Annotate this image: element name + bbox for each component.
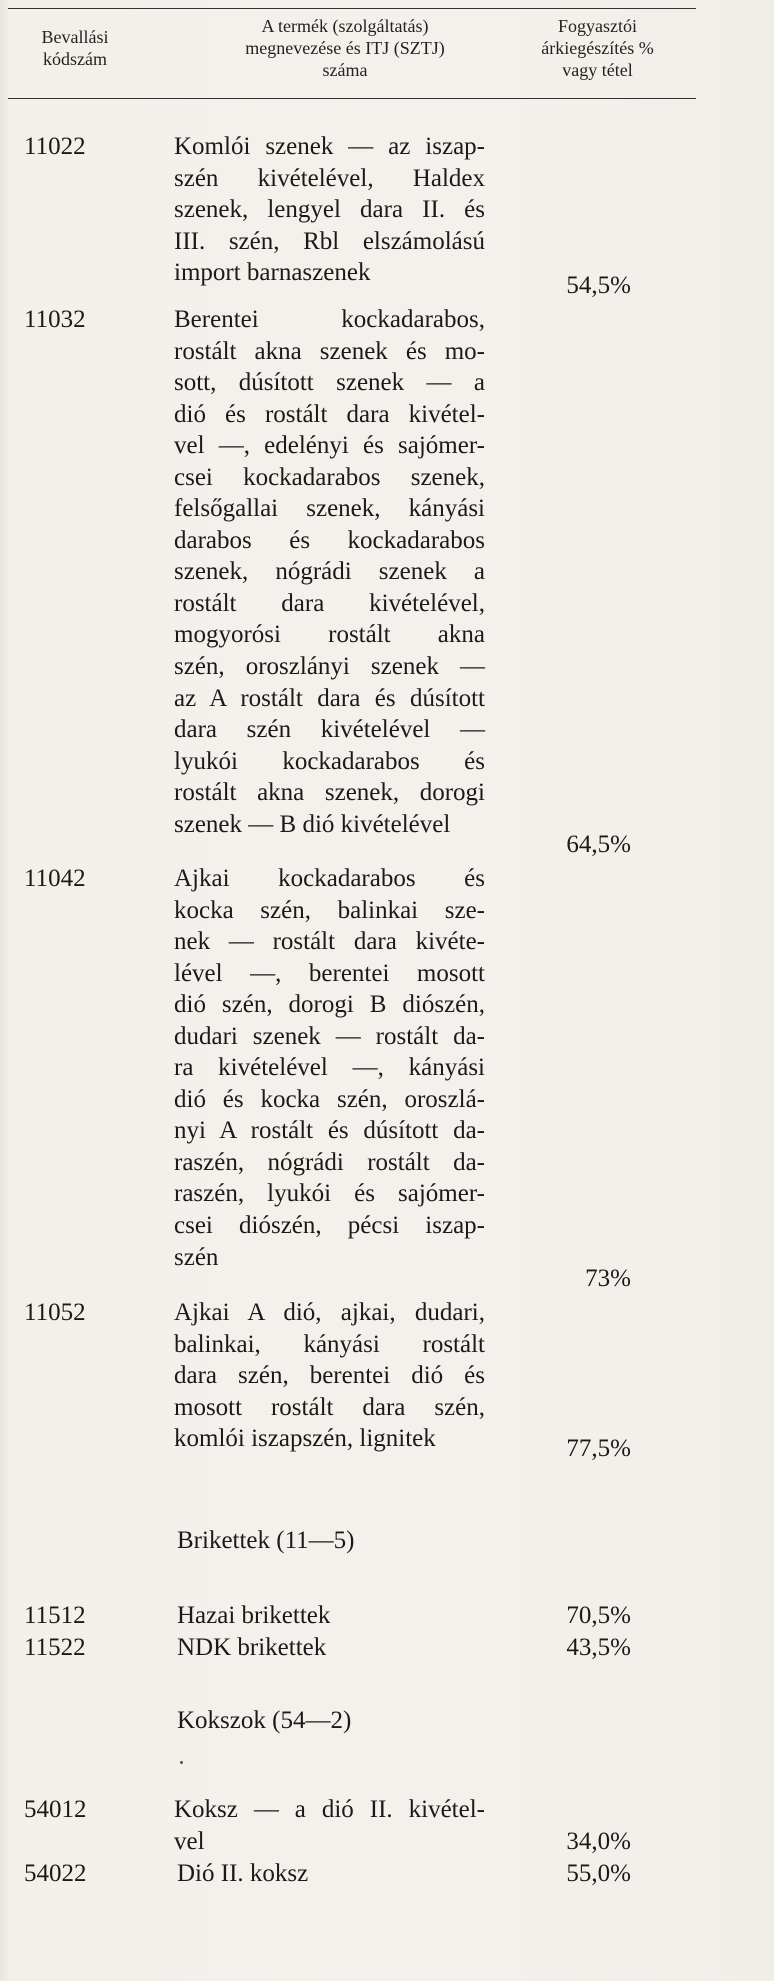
description-line: vel: [174, 1827, 205, 1855]
description-line: szén kivételével, Haldex: [174, 164, 485, 192]
description-line: mosott rostált dara szén,: [174, 1393, 485, 1421]
description-line: szén, oroszlányi szenek —: [174, 653, 485, 681]
row-description: [174, 863, 485, 1273]
header-name-line-2: megnevezése és ITJ (SZTJ): [245, 38, 445, 58]
row-description: [174, 1794, 485, 1857]
row-code: 11042: [24, 865, 86, 892]
description-line: lyukói kockadarabos és: [174, 747, 485, 775]
row-percentage: 55,0%: [566, 1860, 631, 1887]
description-line: szenek — B dió kivételével: [174, 810, 451, 838]
description-line: dudari szenek — rostált da-: [174, 1022, 485, 1050]
description-line: felsőgallai szenek, kányási: [174, 495, 485, 523]
description-line: szén: [174, 1243, 219, 1271]
description-line: rostált dara kivételével,: [174, 589, 485, 617]
description-line: csei diószén, pécsi iszap-: [174, 1212, 485, 1240]
description-line: III. szén, Rbl elszámolású: [174, 227, 485, 255]
header-rule: [8, 98, 696, 99]
header-pct-line-3: vagy tétel: [562, 60, 633, 80]
header-code-line-2: kódszám: [43, 49, 107, 69]
description-line: dió és rostált dara kivétel-: [174, 400, 485, 428]
description-line: rostált akna szenek, dorogi: [174, 779, 485, 807]
header-code-column: [10, 26, 140, 70]
print-speck: [180, 1761, 183, 1764]
row-code: 54012: [24, 1796, 87, 1823]
row-code: 11022: [24, 133, 86, 160]
top-rule: [8, 8, 696, 9]
row-description: Hazai brikettek: [177, 1602, 331, 1629]
description-line: csei kockadarabos szenek,: [174, 463, 485, 491]
header-name-line-3: száma: [322, 60, 368, 80]
description-line: ra kivételével —, kányási: [174, 1054, 485, 1082]
row-percentage: 64,5%: [566, 831, 631, 858]
row-percentage: 54,5%: [566, 272, 631, 299]
description-line: nek — rostált dara kivéte-: [174, 928, 485, 956]
description-line: import barnaszenek: [174, 259, 371, 287]
row-percentage: 70,5%: [566, 1602, 631, 1629]
row-percentage: 73%: [585, 1265, 631, 1292]
description-line: nyi A rostált és dúsított da-: [174, 1117, 485, 1145]
row-description: Dió II. koksz: [177, 1860, 309, 1887]
description-line: sott, dúsított szenek — a: [174, 369, 485, 397]
row-percentage: 43,5%: [566, 1634, 631, 1661]
description-line: dió szén, dorogi B diószén,: [174, 991, 485, 1019]
description-line: Komlói szenek — az iszap-: [174, 133, 485, 160]
row-code: 11052: [24, 1299, 86, 1326]
header-pct-column: [500, 15, 695, 81]
description-line: raszén, lyukói és sajómer-: [174, 1180, 485, 1208]
description-line: dara szén kivételével —: [174, 716, 485, 744]
description-line: Ajkai kockadarabos és: [174, 865, 485, 892]
description-line: balinkai, kányási rostált: [174, 1330, 485, 1358]
description-line: dara szén, berentei dió és: [174, 1362, 485, 1390]
row-percentage: 34,0%: [566, 1828, 631, 1855]
row-percentage: 77,5%: [566, 1435, 631, 1462]
description-line: raszén, nógrádi rostált da-: [174, 1148, 485, 1176]
description-line: kocka szén, balinkai sze-: [174, 896, 485, 924]
header-name-line-1: A termék (szolgáltatás): [261, 16, 429, 36]
section-title-coke: Kokszok (54—2): [177, 1707, 352, 1734]
header-name-column: [170, 15, 520, 81]
description-line: dió és kocka szén, oroszlá-: [174, 1085, 485, 1113]
description-line: rostált akna szenek és mo-: [174, 337, 485, 365]
row-code: 11512: [24, 1602, 86, 1629]
row-description: [174, 304, 485, 840]
section-title-briquettes: Brikettek (11—5): [177, 1527, 355, 1554]
row-code: 11522: [24, 1634, 86, 1661]
description-line: Koksz — a dió II. kivétel-: [174, 1796, 485, 1823]
header-pct-line-1: Fogyasztói: [558, 16, 637, 36]
description-line: Berentei kockadarabos,: [174, 306, 485, 333]
description-line: az A rostált dara és dúsított: [174, 684, 485, 712]
row-description: [174, 1297, 485, 1455]
description-line: mogyorósi rostált akna: [174, 621, 485, 649]
description-line: lével —, berentei mosott: [174, 959, 485, 987]
row-code: 54022: [24, 1860, 87, 1887]
header-pct-line-2: árkiegészítés %: [541, 38, 654, 58]
row-description: [174, 131, 485, 289]
row-code: 11032: [24, 306, 86, 333]
description-line: komlói iszapszén, lignitek: [174, 1425, 436, 1453]
row-description: NDK brikettek: [177, 1634, 327, 1661]
header-code-line-1: Bevallási: [41, 27, 109, 47]
description-line: vel —, edelényi és sajómer-: [174, 432, 485, 460]
description-line: Ajkai A dió, ajkai, dudari,: [174, 1299, 485, 1326]
description-line: szenek, lengyel dara II. és: [174, 196, 485, 224]
description-line: szenek, nógrádi szenek a: [174, 558, 485, 586]
description-line: darabos és kockadarabos: [174, 526, 485, 554]
